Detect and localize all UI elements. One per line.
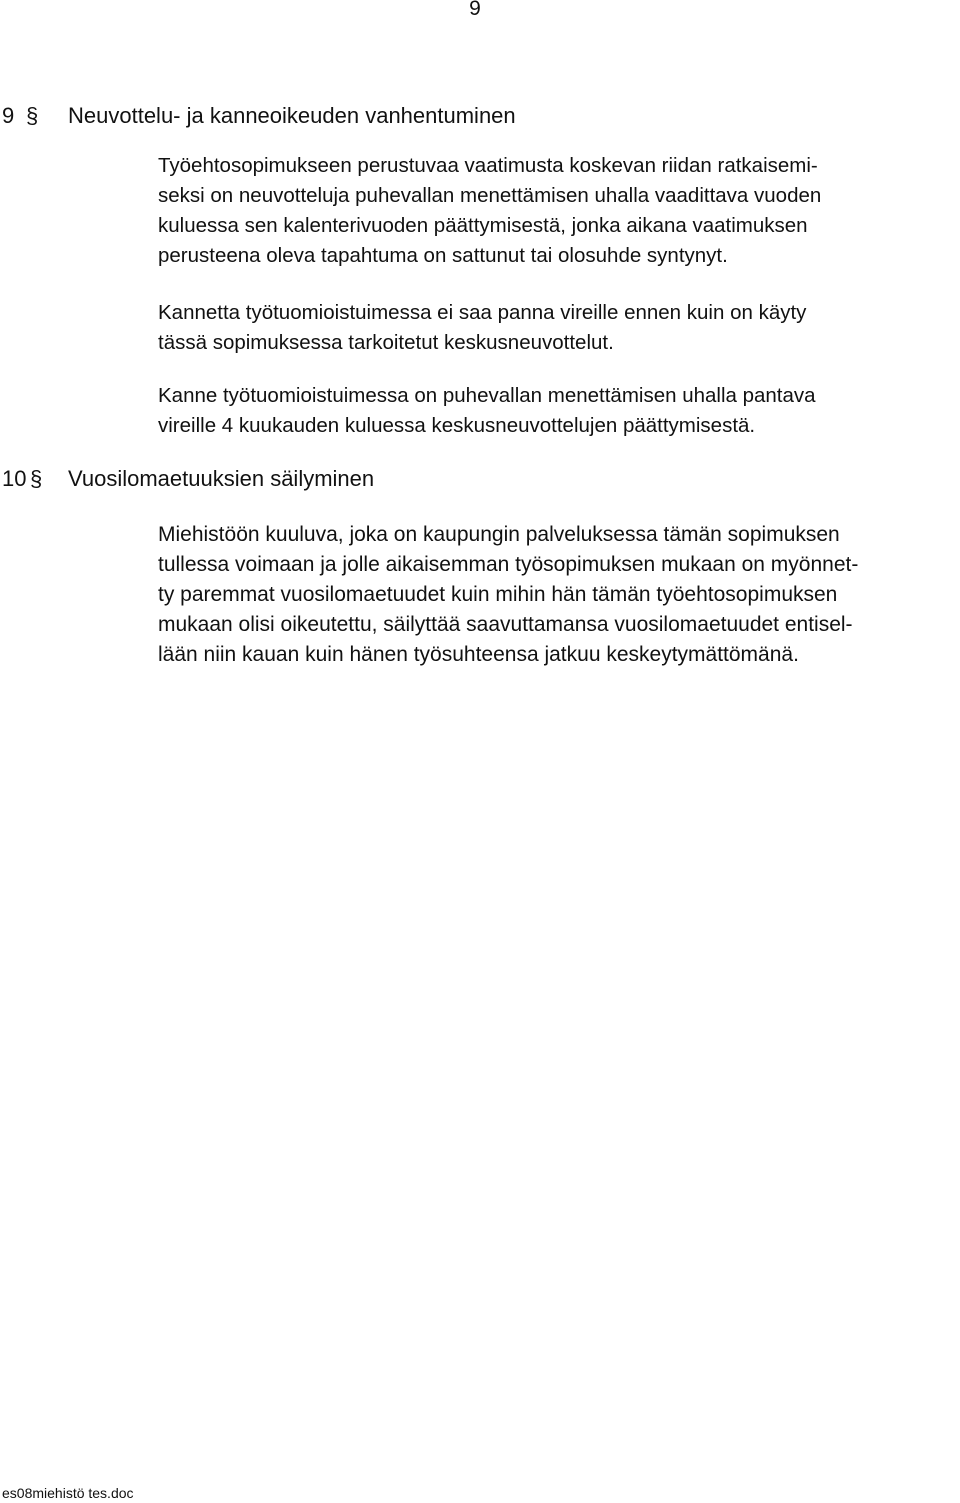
page-number: 9 [469,0,481,20]
section-10-paragraph-1 [158,520,958,670]
text-line: ty paremmat vuosilomaetuudet kuin mihin hän tämän työehtosopimuksen [158,583,838,606]
text-line: seksi on neuvotteluja puhevallan menettämisen uhalla vaadittava vuoden [158,184,822,207]
section-title: Neuvottelu- ja kanneoikeuden vanhentuminen [68,103,516,128]
text-line: Työehtosopimukseen perustuvaa vaatimusta koskevan riidan ratkaisemi- [158,154,818,177]
text-line: Kanne työtuomioistuimessa on puhevallan menettämisen uhalla pantava [158,384,816,407]
footer-filename: es08miehistö tes.doc [2,1485,134,1501]
section-sign: § [26,103,39,128]
text-line: tässä sopimuksessa tarkoitetut keskusneuvottelut. [158,331,614,354]
section-number: 9 [2,103,15,128]
section-9-paragraph-2 [158,298,958,358]
section-9-paragraph-3 [158,381,958,441]
section-9-paragraph-1 [158,151,958,271]
text-line: perusteena oleva tapahtuma on sattunut tai olosuhde syntynyt. [158,244,728,267]
text-line: vireille 4 kuukauden kuluessa keskusneuvottelujen päättymisestä. [158,414,756,437]
text-line: lään niin kauan kuin hänen työsuhteensa jatkuu keskeytymättömänä. [158,643,799,666]
text-line: Miehistöön kuuluva, joka on kaupungin palveluksessa tämän sopimuksen [158,523,840,546]
section-sign: § [30,466,43,491]
text-line: kuluessa sen kalenterivuoden päättymisestä, jonka aikana vaatimuksen [158,214,808,237]
section-number: 10 [2,466,27,491]
text-line: tullessa voimaan ja jolle aikaisemman työsopimuksen mukaan on myönnet- [158,553,859,576]
section-heading-10 [2,465,374,493]
section-heading-9 [2,102,516,130]
text-line: Kannetta työtuomioistuimessa ei saa panna vireille ennen kuin on käyty [158,301,807,324]
section-title: Vuosilomaetuuksien säilyminen [68,466,375,491]
text-line: mukaan olisi oikeutettu, säilyttää saavuttamansa vuosilomaetuudet entisel- [158,613,853,636]
